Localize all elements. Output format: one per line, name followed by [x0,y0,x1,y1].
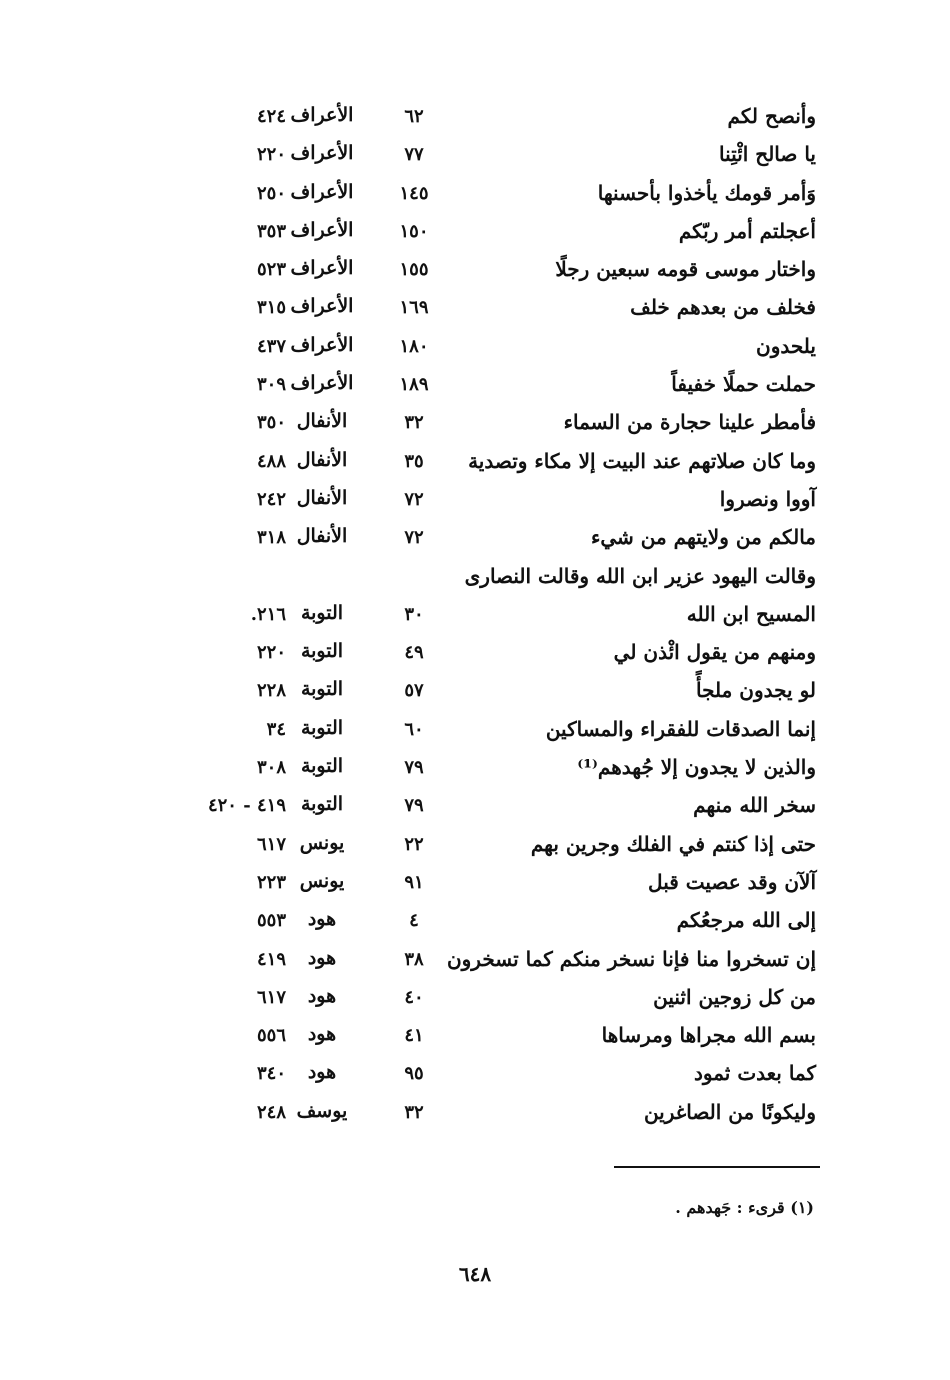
index-row [170,598,830,636]
surah-name: هود [307,908,337,931]
footnote: (١) قرىء : جَهدهم . [675,1198,814,1217]
quran-verse-index [170,100,830,1134]
index-row [170,138,830,176]
verse-phrase: سخر الله منهم [693,793,816,818]
index-row [170,445,830,483]
index-row [170,904,830,942]
verse-phrase: بسم الله مجراها ومرساها [601,1023,816,1048]
index-row [170,828,830,866]
verse-phrase: مالكم من ولايتهم من شيء [590,525,816,550]
surah-name: الأنفال [296,448,348,471]
surah-name: الأعراف [290,180,354,203]
verse-number: ٣٢ [404,1101,424,1123]
surah-name: التوبة [300,678,344,701]
verse-phrase: إنما الصدقات للفقراء والمساكين [545,716,816,741]
verse-number: ٤ [409,910,419,932]
verse-number: ١٤٥ [399,182,429,204]
verse-phrase: ومنهم من يقول ائْذن لي [613,640,816,665]
verse-number: ٧٢ [404,488,424,510]
verse-phrase: والذين لا يجدون إلا جُهدهم⁽¹⁾ [577,755,816,780]
surah-name: هود [307,1023,337,1046]
page-reference: ٣١٨ [256,527,286,549]
surah-name: التوبة [300,716,344,739]
surah-name: الأنفال [296,410,348,433]
surah-name: الأعراف [290,104,354,126]
verse-number: ٣٨ [404,948,424,970]
page-reference: ٣٠٨ [256,757,286,779]
surah-name: التوبة [300,793,344,816]
index-row [170,674,830,712]
index-row [170,1057,830,1095]
verse-number: ٥٧ [404,680,424,702]
page-reference: ٤١٩ - ٤٢٠ [207,795,286,817]
index-row [170,713,830,751]
verse-number: ١٥٠ [399,220,429,242]
surah-name: الأعراف [290,333,354,356]
index-row [170,1096,830,1134]
verse-number: ٣٠ [404,603,424,625]
verse-phrase: لو يجدون ملجأً [695,678,816,703]
verse-phrase: وما كان صلاتهم عند البيت إلا مكاء وتصدية [468,448,816,473]
page-reference: ٣٥٣ [256,220,286,242]
page-reference: ٢٤٢ [256,488,286,510]
page-reference: ٢٢٣ [256,871,286,893]
page-reference: ٦١٧ [256,833,286,855]
index-row [170,177,830,215]
page-reference: ٥٢٣ [256,259,286,281]
verse-phrase: حتى إذا كنتم في الفلك وجرين بهم [530,831,816,856]
surah-name: الأعراف [290,218,354,241]
index-row [170,789,830,827]
surah-name: الأعراف [290,257,354,280]
surah-name: التوبة [300,601,344,624]
index-row [170,636,830,674]
index-row [170,368,830,406]
verse-phrase: وأنصح لكم [727,104,816,128]
page-reference: ٤٢٤ [256,106,286,127]
verse-number: ١٥٥ [399,259,429,281]
index-row [170,560,830,598]
index-row [170,330,830,368]
page-reference: ٥٥٣ [256,910,286,932]
surah-name: هود [307,1061,337,1084]
index-row [170,483,830,521]
verse-phrase: المسيح ابن الله [686,601,816,626]
index-row [170,406,830,444]
verse-phrase: إن تسخروا منا فإنا نسخر منكم كما تسخرون [446,946,816,971]
surah-name: الأنفال [296,525,348,548]
surah-name: التوبة [300,755,344,778]
page-reference: ٣٤٠ [256,1063,286,1085]
index-row [170,751,830,789]
verse-phrase: كما بعدت ثمود [693,1061,816,1086]
index-row [170,981,830,1019]
surah-name: الأعراف [290,142,354,165]
verse-number: ٤٩ [404,642,424,664]
verse-number: ٤٠ [404,986,424,1008]
verse-phrase: من كل زوجين اثنين [653,984,816,1009]
page-reference: ٢٢٠ [256,642,286,664]
surah-name: يونس [299,831,345,854]
verse-phrase: فأمطر علينا حجارة من السماء [563,410,816,435]
page-reference: ٤١٩ [256,948,286,970]
verse-number: ٢٢ [404,833,424,855]
index-row [170,1019,830,1057]
surah-name: يونس [299,869,345,892]
verse-number: ٧٢ [404,527,424,549]
index-row [170,521,830,559]
verse-phrase: آووا ونصروا [719,486,816,511]
page-reference: ٢٢٨ [256,680,286,702]
page-reference: ٣١٥ [256,297,286,319]
verse-number: ٣٥ [404,450,424,472]
surah-name: التوبة [300,640,344,663]
verse-phrase: يا صالح ائْتِنا [719,142,816,167]
index-row [170,100,830,138]
surah-name: الأعراف [290,372,354,395]
verse-number: ٦٠ [404,718,424,740]
index-row [170,291,830,329]
surah-name: الأعراف [290,295,354,318]
verse-phrase: وَأمر قومك يأخذوا بأحسنها [597,180,816,205]
surah-name: هود [307,946,337,969]
index-row [170,253,830,291]
verse-number: ٣٢ [404,412,424,434]
verse-phrase: واختار موسى قومه سبعين رجلًا [555,257,816,282]
verse-number: ١٨٠ [399,335,429,357]
page-reference: ٤٨٨ [256,450,286,472]
verse-number: ٧٩ [404,757,424,779]
verse-phrase: حملت حملًا خفيفاً [671,372,816,397]
page-reference: ٢٥٠ [256,182,286,204]
verse-phrase: وقالت اليهود عزير ابن الله وقالت النصارى [464,563,816,588]
footnote-separator [614,1166,820,1168]
verse-phrase: وليكونًا من الصاغرين [643,1099,816,1124]
index-row [170,943,830,981]
verse-phrase: أعجلتم أمر ربّكم [678,218,816,243]
page-reference: ٢٤٨ [256,1101,286,1123]
verse-phrase: إلى الله مرجعُكم [676,908,816,933]
page-reference: ٣٠٩ [256,374,286,396]
verse-phrase: يلحدون [756,333,816,358]
index-row [170,215,830,253]
page-reference: ٤٣٧ [256,335,286,357]
verse-number: ٩٥ [404,1063,424,1085]
verse-phrase: فخلف من بعدهم خلف [630,295,816,320]
page-reference: ٣٤ [266,718,286,740]
page-number: ٦٤٨ [458,1262,492,1286]
verse-number: ٧٧ [404,144,424,166]
verse-number: ١٨٩ [399,374,429,396]
page-reference: ٣٥٠ [256,412,286,434]
verse-number: ٩١ [404,871,424,893]
verse-number: ٦٢ [404,106,424,127]
verse-number: ١٦٩ [399,297,429,319]
index-row [170,866,830,904]
surah-name: الأنفال [296,486,348,509]
page-reference: ٢١٦. [250,603,286,625]
page-reference: ٥٥٦ [256,1025,286,1047]
page-reference: ٦١٧ [256,986,286,1008]
verse-number: ٧٩ [404,795,424,817]
surah-name: هود [307,984,337,1007]
verse-phrase: آلآن وقد عصيت قبل [648,869,816,894]
page-reference: ٢٢٠ [256,144,286,166]
surah-name: يوسف [296,1099,348,1122]
verse-number: ٤١ [404,1025,424,1047]
